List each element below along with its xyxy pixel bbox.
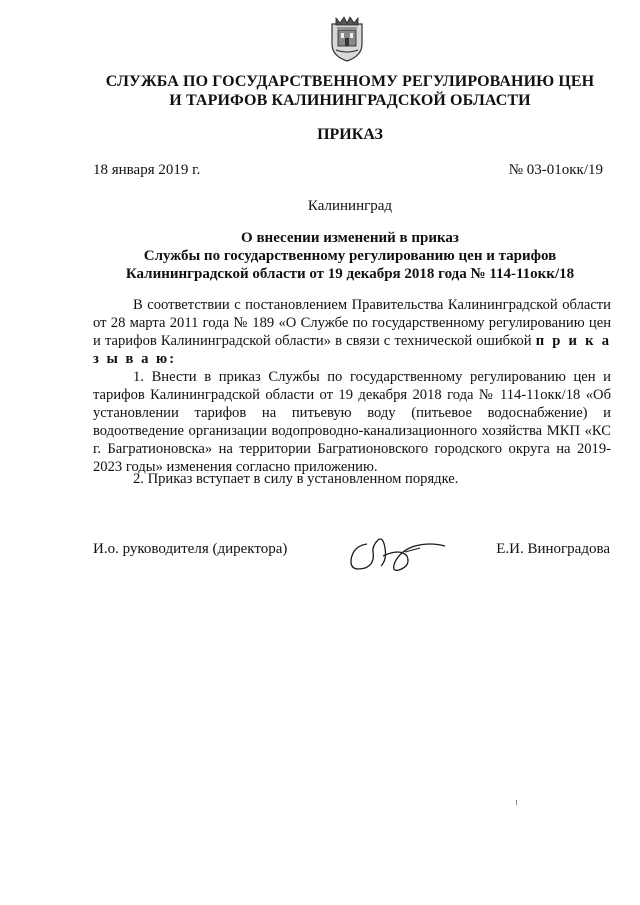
- signer-position: И.о. руководителя (директора): [93, 541, 288, 557]
- subject-line-1: О внесении изменений в приказ: [241, 230, 459, 246]
- handwritten-signature: [345, 526, 455, 581]
- order-item-1: 1. Внести в приказ Службы по государственному регулированию цен и тарифов Калининградской области от 19 декабря 2018 года № 114-11окк/18 «Об установлении тарифов на питьевую воду (питьевое водоснабжение) и водоотведение организации водопроводно-канализационного хозяйства МКП «КС г. Багратионовска» на территории Багратионовского городского округа на 2019-2023 годы» изменения согласно приложению.: [93, 369, 611, 475]
- organization-title-line-1: СЛУЖБА ПО ГОСУДАРСТВЕННОМУ РЕГУЛИРОВАНИЮ ЦЕН: [105, 73, 595, 90]
- order-colon: :: [169, 351, 175, 367]
- coat-of-arms-emblem: [328, 14, 366, 62]
- organization-title-line-2: И ТАРИФОВ КАЛИНИНГРАДСКОЙ ОБЛАСТИ: [169, 92, 531, 109]
- document-number: № 03-01окк/19: [508, 162, 603, 178]
- subject-line-2: Службы по государственному регулированию цен и тарифов: [143, 248, 557, 264]
- order-item-2: 2. Приказ вступает в силу в установленном порядке.: [133, 471, 459, 487]
- document-city: Калининград: [307, 198, 393, 214]
- preamble-paragraph: [93, 296, 611, 368]
- scan-artifact-mark: [516, 800, 517, 805]
- document-type: ПРИКАЗ: [317, 126, 383, 143]
- order-word: п р и к а з ы в а ю: [93, 333, 612, 367]
- signer-name: Е.И. Виноградова: [496, 541, 610, 557]
- preamble-text: В соответствии с постановлением Правительства Калининградской области от 28 марта 2011 года № 189 «О Службе по государственному регулированию цен и тарифов Калининградской области» в связи с технической ошибкой: [93, 297, 611, 349]
- subject-line-3: Калининградской области от 19 декабря 2018 года № 114-11окк/18: [125, 266, 575, 282]
- document-date: 18 января 2019 г.: [93, 162, 201, 178]
